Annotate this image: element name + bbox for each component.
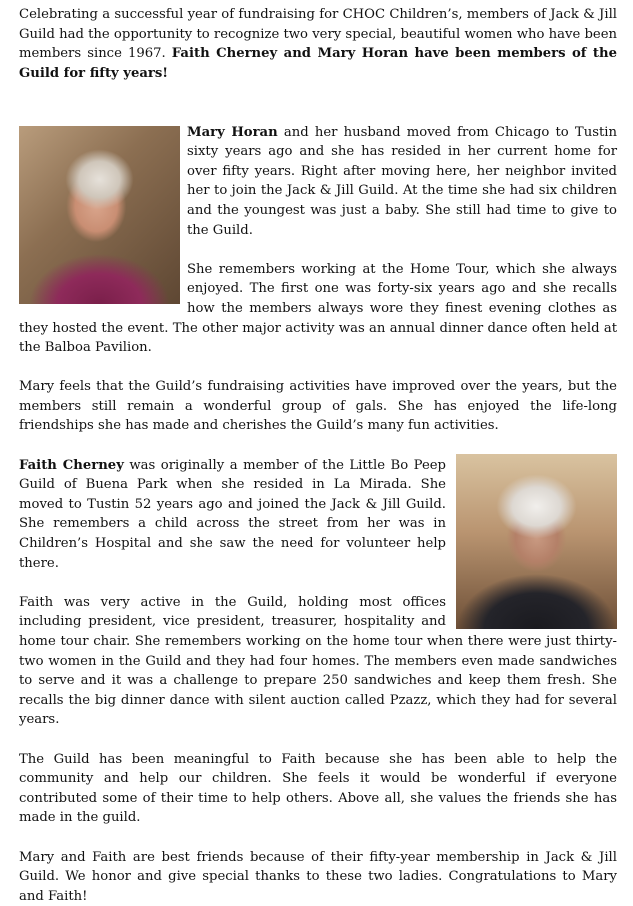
mary-paragraph-1-text: and her husband moved from Chicago to Tustin sixty years ago and she has resided in her current home for over fifty years. Right after moving here, her neighbor invited her to join the Jack & Jill Guild. At the time she had six children and the youngest was just a baby. She still had time to give to the Guild. <box>187 124 617 238</box>
article <box>19 5 617 906</box>
closing-paragraph: Mary and Faith are best friends because of their fifty-year membership in Jack & Jill Guild. We honor and give special thanks to these two ladies. Congratulations to Mary and Faith! <box>19 849 617 904</box>
faith-cherney-photo <box>456 454 617 629</box>
mary-name: Mary Horan <box>187 124 278 140</box>
faith-name: Faith Cherney <box>19 457 124 473</box>
intro-highlight: Faith Cherney and Mary Horan have been members of the Guild for fifty years! <box>19 46 617 81</box>
intro-paragraph <box>19 5 617 83</box>
intro-text: Celebrating a successful year of fundraising for CHOC Children’s, members of Jack & Jill Guild had the opportunity to recognize two very special, beautiful women who have been members since 1967. <box>19 7 617 62</box>
mary-paragraph-3: Mary feels that the Guild’s fundraising activities have improved over the years, but the members still remain a wonderful group of gals. She has enjoyed the life-long friendships she has made and cherishes the Guild’s many fun activities. <box>19 379 617 434</box>
faith-paragraph-3: The Guild has been meaningful to Faith because she has been able to help the community and help our children. She feels it would be wonderful if everyone contributed some of their time to help others. Above all, she values the friends she has made in the guild. <box>19 751 617 826</box>
faith-paragraph-2: Faith was very active in the Guild, holding most offices including president, vice president, treasurer, hospitality and home tour chair. She remembers working on the home tour when there were just thirty-two women in the Guild and they had four homes. The members even made sandwiches to serve and it was a challenge to prepare 250 sandwiches and keep them fresh. She recalls the big dinner dance with silent auction called Pzazz, which they had for several years. <box>19 594 617 728</box>
faith-paragraph-1-text: was originally a member of the Little Bo Peep Guild of Buena Park when she resided in La Mirada. She moved to Tustin 52 years ago and joined the Jack & Jill Guild. She remembers a child across the street from her was in Children’s Hospital and she saw the need for volunteer help there. <box>19 457 446 571</box>
mary-horan-photo <box>19 126 180 304</box>
mary-paragraph-2: She remembers working at the Home Tour, which she always enjoyed. The first one was forty-six years ago and she recalls how the members always wore they finest evening clothes as they hosted the event. The other major activity was an annual dinner dance often held at the Balboa Pavilion. <box>19 261 617 356</box>
